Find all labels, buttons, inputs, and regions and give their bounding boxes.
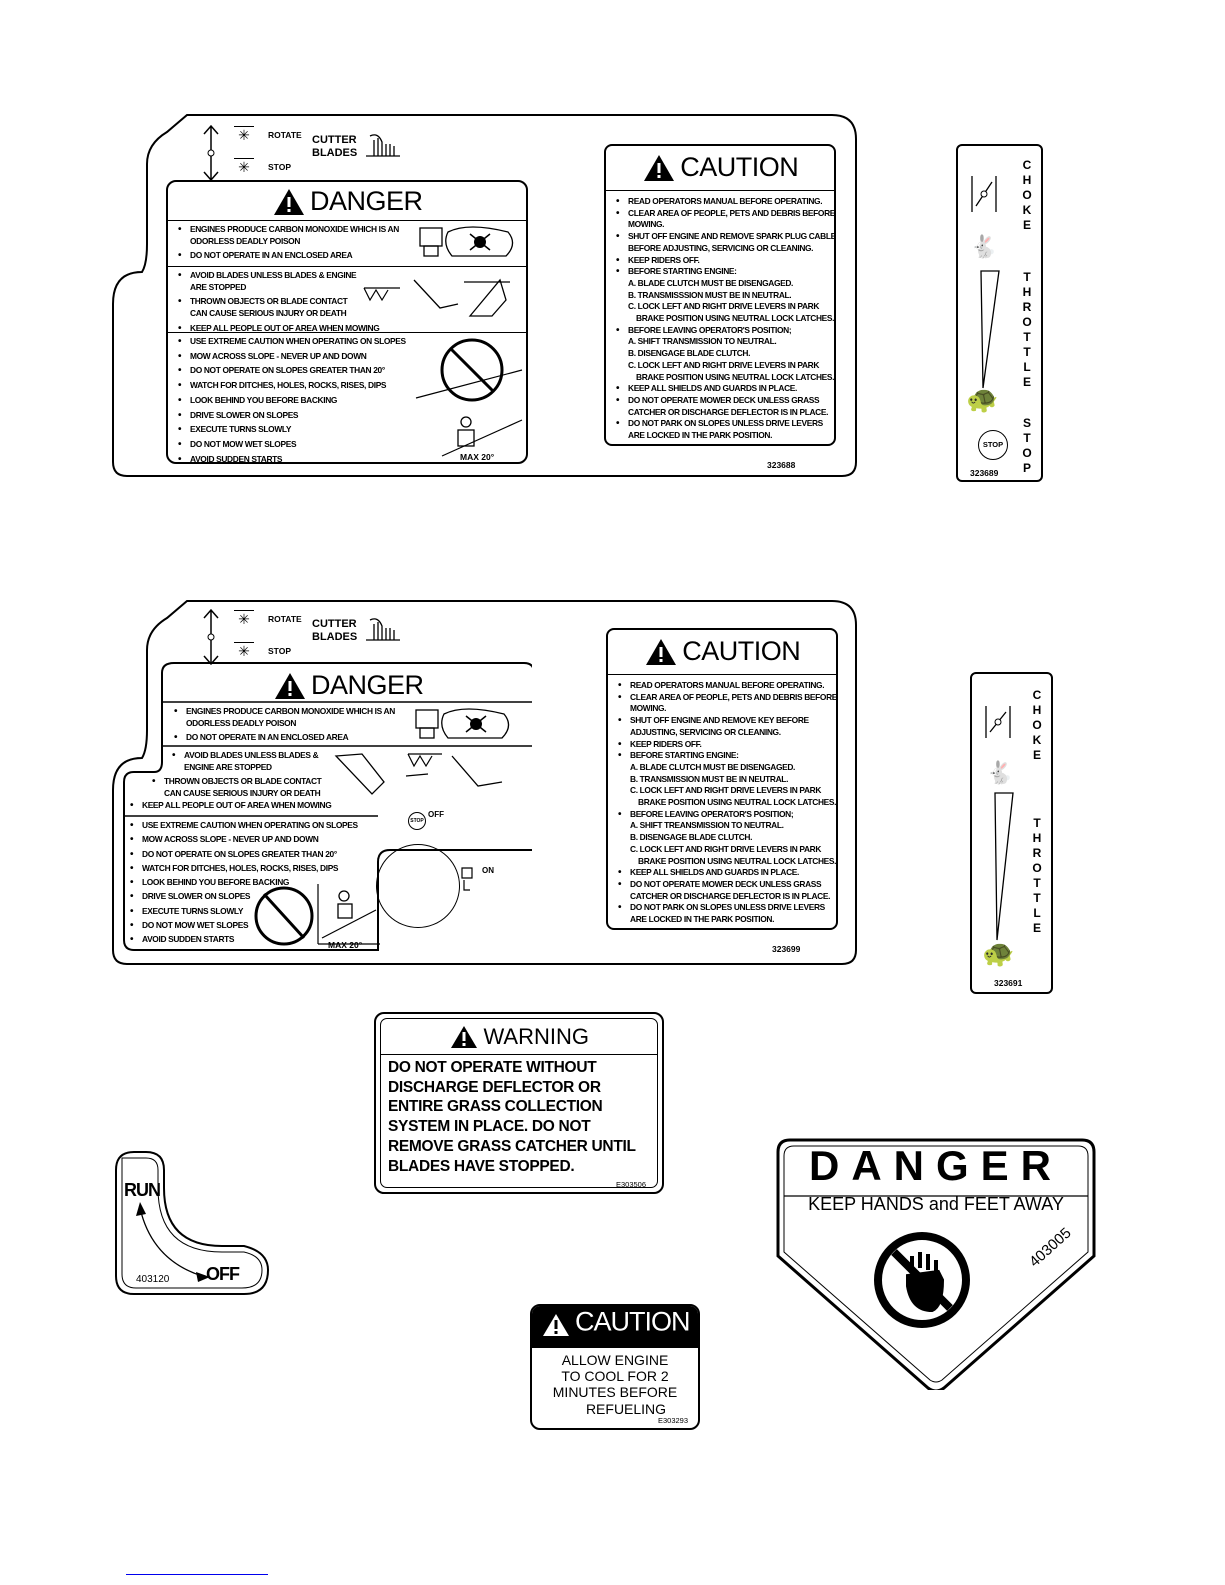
rabbit-fast-icon: 🐇 bbox=[986, 760, 1014, 785]
danger-section-2c bbox=[120, 800, 380, 812]
warning-line: DISCHARGE DEFLECTOR OR bbox=[388, 1078, 601, 1096]
danger-line: • LOOK BEHIND YOU BEFORE BACKING bbox=[120, 877, 380, 889]
caution-title: CAUTION bbox=[682, 636, 801, 666]
letter: H bbox=[1022, 173, 1032, 187]
caution-small-header bbox=[532, 1306, 698, 1348]
stop-vertical-label bbox=[1020, 416, 1034, 476]
letter: E bbox=[1032, 748, 1041, 762]
caution-line: BRAKE POSITION USING NEUTRAL LOCK LATCHES. bbox=[636, 313, 835, 324]
danger-line: • AVOID BLADES UNLESS BLADES & ENGINE bbox=[168, 270, 408, 282]
stop-label: STOP bbox=[268, 162, 291, 172]
danger-header bbox=[162, 670, 534, 701]
caution-small-line: MINUTES BEFORE bbox=[552, 1384, 678, 1401]
blade-contact-icon bbox=[332, 746, 512, 798]
danger-line: • DRIVE SLOWER ON SLOPES bbox=[168, 410, 428, 422]
ignition-on-icon bbox=[458, 866, 476, 892]
blade-stop-icon: ✳ bbox=[234, 642, 254, 661]
warning-decal bbox=[374, 1012, 664, 1194]
up-down-arrow-icon bbox=[200, 608, 222, 666]
blade-stop-icon: ✳ bbox=[234, 158, 254, 177]
letter: T bbox=[1033, 876, 1041, 890]
run-label: RUN bbox=[124, 1180, 160, 1200]
stop-button-icon: STOP bbox=[978, 430, 1008, 460]
caution-small-text bbox=[532, 1352, 698, 1417]
caution-line: • CLEAR AREA OF PEOPLE, PETS AND DEBRIS BEFORE bbox=[606, 208, 836, 220]
letter: H bbox=[1032, 831, 1042, 845]
caution-line: • KEEP RIDERS OFF. bbox=[606, 255, 836, 267]
caution-header bbox=[606, 152, 834, 183]
danger-line: • ENGINES PRODUCE CARBON MONOXIDE WHICH IS AN bbox=[164, 706, 414, 718]
caution-line: MOWING. bbox=[628, 219, 665, 230]
caution-line: ARE LOCKED IN THE PARK POSITION. bbox=[628, 430, 773, 441]
caution-small-line: ALLOW ENGINE bbox=[561, 1352, 669, 1368]
letter: S bbox=[1022, 416, 1031, 430]
warning-triangle-icon bbox=[272, 187, 306, 217]
danger-line: • AVOID SUDDEN STARTS bbox=[168, 454, 428, 466]
part-number: E303293 bbox=[658, 1416, 689, 1425]
danger-line: • DO NOT OPERATE ON SLOPES GREATER THAN 20° bbox=[120, 849, 380, 861]
caution-small-line: REFUELING bbox=[585, 1400, 667, 1417]
danger-line: • AVOID SUDDEN STARTS bbox=[120, 934, 380, 946]
danger-title: DANGER bbox=[310, 670, 424, 700]
up-down-arrow-icon bbox=[200, 124, 222, 182]
blade-rotate-icon: ✳ bbox=[234, 610, 254, 629]
caution-line: C. LOCK LEFT AND RIGHT DRIVE LEVERS IN PARK bbox=[628, 301, 820, 312]
run-off-decal bbox=[112, 1150, 272, 1296]
caution-line: BRAKE POSITION USING NEUTRAL LOCK LATCHES. bbox=[638, 797, 837, 808]
choke-vertical-label bbox=[1030, 688, 1044, 763]
caution-line: • BEFORE STARTING ENGINE: bbox=[606, 266, 836, 278]
throttle-vertical-label bbox=[1020, 270, 1034, 390]
stop-label: STOP bbox=[268, 646, 291, 656]
letter: O bbox=[1032, 718, 1042, 732]
danger-shield-title: DANGER bbox=[808, 1142, 1063, 1189]
caution-line: • BEFORE LEAVING OPERATOR'S POSITION; bbox=[606, 325, 836, 337]
cutter-blades-icon bbox=[364, 132, 402, 160]
letter: O bbox=[1032, 861, 1042, 875]
rotate-label: ROTATE bbox=[268, 614, 302, 624]
caution-line: BRAKE POSITION USING NEUTRAL LOCK LATCHES. bbox=[638, 855, 837, 866]
warning-header bbox=[376, 1024, 662, 1050]
caution-line: C. LOCK LEFT AND RIGHT DRIVE LEVERS IN PARK bbox=[628, 359, 820, 370]
danger-section-1 bbox=[168, 224, 418, 262]
danger-section-1 bbox=[164, 706, 414, 744]
caution-line: BEFORE ADJUSTING, SERVICING OR CLEANING. bbox=[628, 242, 814, 253]
ignition-stop-icon: STOP bbox=[408, 812, 426, 830]
caution-line: • DO NOT OPERATE MOWER DECK UNLESS GRASS bbox=[606, 395, 836, 407]
blades-text: BLADES bbox=[312, 631, 358, 643]
letter: O bbox=[1022, 188, 1032, 202]
strip-323689 bbox=[956, 144, 1043, 482]
warning-line: DO NOT OPERATE WITHOUT bbox=[388, 1059, 597, 1076]
on-label: ON bbox=[482, 866, 494, 875]
caution-line: • READ OPERATORS MANUAL BEFORE OPERATING. bbox=[606, 196, 836, 208]
caution-line: • BEFORE LEAVING OPERATOR'S POSITION; bbox=[608, 809, 838, 821]
warning-triangle-icon bbox=[644, 637, 678, 667]
warning-line: ENTIRE GRASS COLLECTION bbox=[388, 1098, 603, 1116]
danger-line: • KEEP ALL PEOPLE OUT OF AREA WHEN MOWING bbox=[168, 323, 408, 335]
caution-title: CAUTION bbox=[680, 152, 799, 182]
max-slope-label: MAX 20° bbox=[328, 940, 363, 950]
decal-323699 bbox=[112, 600, 858, 966]
caution-line: CATCHER OR DISCHARGE DEFLECTOR IS IN PLACE. bbox=[628, 406, 829, 417]
letter: L bbox=[1033, 906, 1041, 920]
caution-line: • DO NOT PARK ON SLOPES UNLESS DRIVE LEVERS bbox=[606, 418, 836, 430]
caution-line: • KEEP ALL SHIELDS AND GUARDS IN PLACE. bbox=[608, 867, 838, 879]
letter: C bbox=[1022, 158, 1032, 172]
caution-list bbox=[606, 196, 836, 442]
off-label: OFF bbox=[206, 1264, 239, 1284]
cutter-text: CUTTER bbox=[312, 134, 357, 146]
danger-line: • DO NOT OPERATE ON SLOPES GREATER THAN 20° bbox=[168, 365, 428, 377]
caution-panel bbox=[606, 628, 838, 930]
caution-line: • SHUT OFF ENGINE AND REMOVE SPARK PLUG CABLE bbox=[606, 231, 836, 243]
danger-line: ODORLESS DEADLY POISON bbox=[190, 235, 301, 246]
throttle-wedge-icon bbox=[980, 270, 1000, 390]
danger-line: • WATCH FOR DITCHES, HOLES, ROCKS, RISES, DIPS bbox=[120, 863, 380, 875]
throttle-vertical-label bbox=[1030, 816, 1044, 936]
caution-line: ARE LOCKED IN THE PARK POSITION. bbox=[630, 914, 775, 925]
danger-line: CAN CAUSE SERIOUS INJURY OR DEATH bbox=[190, 308, 347, 319]
warning-triangle-icon bbox=[541, 1312, 571, 1338]
danger-shield-subtitle: KEEP HANDS and FEET AWAY bbox=[808, 1194, 1064, 1214]
turtle-slow-icon: 🐢 bbox=[982, 938, 1015, 968]
danger-panel bbox=[166, 180, 528, 464]
carbon-monoxide-icon bbox=[414, 704, 514, 744]
blade-contact-icon bbox=[360, 270, 520, 320]
part-number: E303506 bbox=[616, 1180, 647, 1189]
caution-small-title: CAUTION bbox=[574, 1306, 690, 1337]
choke-icon bbox=[984, 704, 1012, 740]
danger-line: • EXECUTE TURNS SLOWLY bbox=[120, 906, 380, 918]
danger-line: • THROWN OBJECTS OR BLADE CONTACT bbox=[142, 776, 382, 788]
cutter-blades-label bbox=[312, 134, 357, 160]
danger-line: • AVOID BLADES UNLESS BLADES & bbox=[162, 750, 382, 762]
letter: H bbox=[1022, 285, 1032, 299]
letter: L bbox=[1023, 360, 1031, 374]
letter: T bbox=[1023, 330, 1031, 344]
off-label: OFF bbox=[428, 810, 444, 819]
danger-line: • DO NOT MOW WET SLOPES bbox=[120, 920, 380, 932]
danger-line: ENGINE ARE STOPPED bbox=[184, 761, 272, 772]
caution-line: • READ OPERATORS MANUAL BEFORE OPERATING. bbox=[608, 680, 838, 692]
caution-line: A. SHIFT TRANSMISSION TO NEUTRAL. bbox=[628, 336, 777, 347]
blades-text: BLADES bbox=[312, 147, 358, 159]
warning-triangle-icon bbox=[449, 1024, 479, 1050]
letter: T bbox=[1033, 816, 1041, 830]
danger-line: • USE EXTREME CAUTION WHEN OPERATING ON SLOPES bbox=[120, 820, 380, 832]
danger-line: • DO NOT MOW WET SLOPES bbox=[168, 439, 428, 451]
danger-line: • ENGINES PRODUCE CARBON MONOXIDE WHICH IS AN bbox=[168, 224, 418, 236]
danger-line: • DRIVE SLOWER ON SLOPES bbox=[120, 891, 380, 903]
caution-list bbox=[608, 680, 838, 926]
caution-line: B. DISENGAGE BLADE CLUTCH. bbox=[628, 348, 751, 359]
letter: E bbox=[1032, 921, 1041, 935]
caution-line: A. BLADE CLUTCH MUST BE DISENGAGED. bbox=[630, 761, 796, 772]
warning-triangle-icon bbox=[642, 153, 676, 183]
slope-icon bbox=[412, 336, 526, 462]
caution-line: B. TRANSMISSSION MUST BE IN NEUTRAL. bbox=[628, 289, 792, 300]
letter: O bbox=[1022, 315, 1032, 329]
part-number: 403120 bbox=[136, 1274, 170, 1285]
danger-header bbox=[168, 186, 526, 220]
caution-line: A. SHIFT TREANSMISSION TO NEUTRAL. bbox=[630, 820, 784, 831]
letter: E bbox=[1022, 218, 1031, 232]
danger-line: • MOW ACROSS SLOPE - NEVER UP AND DOWN bbox=[120, 834, 380, 846]
danger-line: • MOW ACROSS SLOPE - NEVER UP AND DOWN bbox=[168, 351, 428, 363]
choke-vertical-label bbox=[1020, 158, 1034, 233]
danger-shield-decal bbox=[776, 1138, 1096, 1390]
no-hands-icon bbox=[872, 1230, 972, 1330]
caution-line: B. DISENGAGE BLADE CLUTCH. bbox=[630, 832, 753, 843]
part-number: 323699 bbox=[772, 944, 801, 954]
letter: T bbox=[1023, 431, 1031, 445]
caution-line: CATCHER OR DISCHARGE DEFLECTOR IS IN PLACE. bbox=[630, 890, 831, 901]
letter: T bbox=[1033, 891, 1041, 905]
danger-line: • THROWN OBJECTS OR BLADE CONTACT bbox=[168, 296, 408, 308]
caution-line: B. TRANSMISSION MUST BE IN NEUTRAL. bbox=[630, 773, 789, 784]
caution-small-line: TO COOL FOR 2 bbox=[561, 1368, 669, 1385]
danger-line: • DO NOT OPERATE IN AN ENCLOSED AREA bbox=[164, 732, 414, 744]
letter: R bbox=[1022, 300, 1032, 314]
caution-line: • KEEP ALL SHIELDS AND GUARDS IN PLACE. bbox=[606, 383, 836, 395]
caution-line: ADJUSTING, SERVICING OR CLEANING. bbox=[630, 726, 781, 737]
danger-section-3 bbox=[168, 336, 428, 465]
max-slope-label: MAX 20° bbox=[460, 452, 495, 462]
part-number: 403005 bbox=[1026, 1224, 1075, 1271]
cutter-text: CUTTER bbox=[312, 618, 357, 630]
danger-line: • LOOK BEHIND YOU BEFORE BACKING bbox=[168, 395, 428, 407]
warning-text bbox=[388, 1058, 636, 1176]
caution-line: C. LOCK LEFT AND RIGHT DRIVE LEVERS IN PARK bbox=[630, 785, 822, 796]
letter: P bbox=[1022, 461, 1031, 475]
caution-line: BRAKE POSITION USING NEUTRAL LOCK LATCHES. bbox=[636, 371, 835, 382]
danger-line: CAN CAUSE SERIOUS INJURY OR DEATH bbox=[164, 787, 321, 798]
caution-line: C. LOCK LEFT AND RIGHT DRIVE LEVERS IN PARK bbox=[630, 843, 822, 854]
letter: T bbox=[1023, 345, 1031, 359]
caution-line: • DO NOT OPERATE MOWER DECK UNLESS GRASS bbox=[608, 879, 838, 891]
caution-header bbox=[608, 636, 836, 667]
caution-line: • CLEAR AREA OF PEOPLE, PETS AND DEBRIS BEFORE bbox=[608, 692, 838, 704]
letter: E bbox=[1022, 375, 1031, 389]
letter: T bbox=[1023, 270, 1031, 284]
ignition-switch-hole bbox=[376, 844, 460, 928]
danger-line: • DO NOT OPERATE IN AN ENCLOSED AREA bbox=[168, 250, 418, 262]
letter: H bbox=[1032, 703, 1042, 717]
letter: O bbox=[1022, 446, 1032, 460]
rabbit-fast-icon: 🐇 bbox=[970, 234, 998, 259]
warning-line: SYSTEM IN PLACE. DO NOT bbox=[388, 1118, 591, 1136]
danger-line: • WATCH FOR DITCHES, HOLES, ROCKS, RISES, DIPS bbox=[168, 380, 428, 392]
letter: K bbox=[1032, 733, 1042, 747]
caution-line: • SHUT OFF ENGINE AND REMOVE KEY BEFORE bbox=[608, 715, 838, 727]
caution-line: MOWING. bbox=[630, 703, 667, 714]
part-number: 323691 bbox=[994, 978, 1023, 988]
danger-line: • EXECUTE TURNS SLOWLY bbox=[168, 424, 428, 436]
decal-323688 bbox=[112, 114, 858, 478]
cutter-blades-icon bbox=[364, 616, 402, 644]
danger-line: • USE EXTREME CAUTION WHEN OPERATING ON SLOPES bbox=[168, 336, 428, 348]
caution-line: • KEEP RIDERS OFF. bbox=[608, 739, 838, 751]
link-underline bbox=[126, 1574, 268, 1575]
caution-line: A. BLADE CLUTCH MUST BE DISENGAGED. bbox=[628, 277, 794, 288]
caution-line: • DO NOT PARK ON SLOPES UNLESS DRIVE LEVERS bbox=[608, 902, 838, 914]
danger-line: ODORLESS DEADLY POISON bbox=[186, 717, 297, 728]
part-number: 323689 bbox=[970, 468, 999, 478]
turtle-slow-icon: 🐢 bbox=[966, 384, 999, 414]
warning-triangle-icon bbox=[273, 671, 307, 701]
warning-line: REMOVE GRASS CATCHER UNTIL bbox=[388, 1137, 636, 1155]
warning-title: WARNING bbox=[483, 1024, 589, 1049]
danger-line: • KEEP ALL PEOPLE OUT OF AREA WHEN MOWING bbox=[120, 800, 380, 812]
carbon-monoxide-icon bbox=[418, 222, 518, 262]
part-number: 323688 bbox=[767, 460, 796, 470]
caution-small-decal bbox=[530, 1304, 700, 1430]
throttle-wedge-icon bbox=[994, 792, 1014, 942]
danger-title: DANGER bbox=[309, 186, 423, 216]
warning-line: BLADES HAVE STOPPED. bbox=[388, 1157, 575, 1175]
cutter-blades-label bbox=[312, 618, 357, 644]
choke-icon bbox=[970, 174, 998, 214]
rotate-label: ROTATE bbox=[268, 130, 302, 140]
letter: K bbox=[1022, 203, 1032, 217]
letter: R bbox=[1032, 846, 1042, 860]
caution-panel bbox=[604, 144, 836, 446]
strip-323691 bbox=[970, 672, 1053, 994]
blade-rotate-icon: ✳ bbox=[234, 126, 254, 145]
danger-line: ARE STOPPED bbox=[190, 281, 247, 292]
caution-line: • BEFORE STARTING ENGINE: bbox=[608, 750, 838, 762]
letter: C bbox=[1032, 688, 1042, 702]
